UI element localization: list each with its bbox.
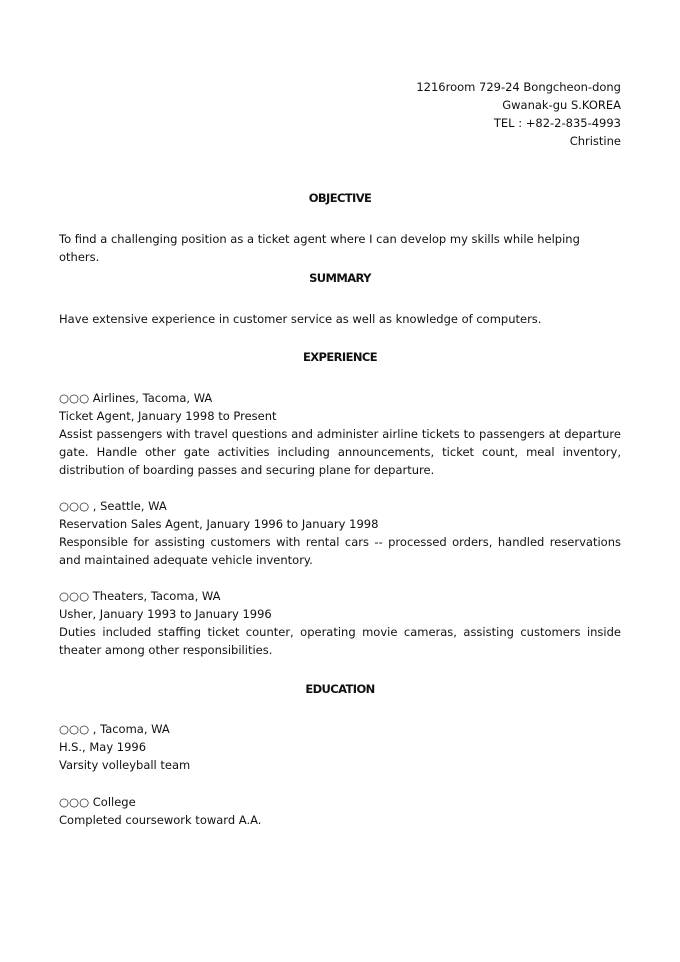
degree: H.S., May 1996: [59, 740, 147, 754]
school-note: Varsity volleyball team: [59, 758, 191, 772]
phone-number: TEL : +82-2-835-4993: [493, 116, 621, 130]
education-entry: [59, 720, 621, 774]
objective-heading: OBJECTIVE: [308, 191, 372, 205]
objective-text: To find a challenging position as a ticket agent where I can develop my skills while helping others.: [59, 232, 580, 264]
employer: ○○○ Theaters, Tacoma, WA: [59, 589, 221, 603]
address-line-1: 1216room 729-24 Bongcheon-dong: [416, 80, 621, 94]
school-name: ○○○ , Tacoma, WA: [59, 722, 170, 736]
experience-entry: [59, 497, 621, 569]
address-line-2: Gwanak-gu S.KOREA: [502, 98, 621, 112]
degree: Completed coursework toward A.A.: [59, 813, 262, 827]
education-heading: EDUCATION: [305, 682, 375, 696]
contact-block: [416, 78, 621, 150]
summary-text: Have extensive experience in customer service as well as knowledge of computers.: [59, 312, 542, 326]
employer: ○○○ Airlines, Tacoma, WA: [59, 391, 213, 405]
applicant-name: Christine: [569, 134, 621, 148]
job-role: Reservation Sales Agent, January 1996 to January 1998: [59, 517, 379, 531]
job-role: Ticket Agent, January 1998 to Present: [59, 409, 277, 423]
job-description: Duties included staffing ticket counter, operating movie cameras, assisting customers inside theater among other responsibilities.: [59, 625, 621, 657]
school-name: ○○○ College: [59, 795, 136, 809]
experience-entry: [59, 587, 621, 659]
job-role: Usher, January 1993 to January 1996: [59, 607, 272, 621]
job-description: Responsible for assisting customers with rental cars -- processed orders, handled reservations and maintained adequate vehicle inventory.: [59, 535, 621, 567]
job-description: Assist passengers with travel questions and administer airline tickets to passengers at departure gate. Handle other gate activities including announcements, ticket count, meal inventory, distribution of boarding passes and securing plane for departure.: [59, 427, 621, 477]
experience-heading: EXPERIENCE: [303, 350, 377, 364]
employer: ○○○ , Seattle, WA: [59, 499, 167, 513]
education-entry: [59, 793, 621, 829]
experience-entry: [59, 389, 621, 479]
summary-heading: SUMMARY: [309, 271, 371, 285]
